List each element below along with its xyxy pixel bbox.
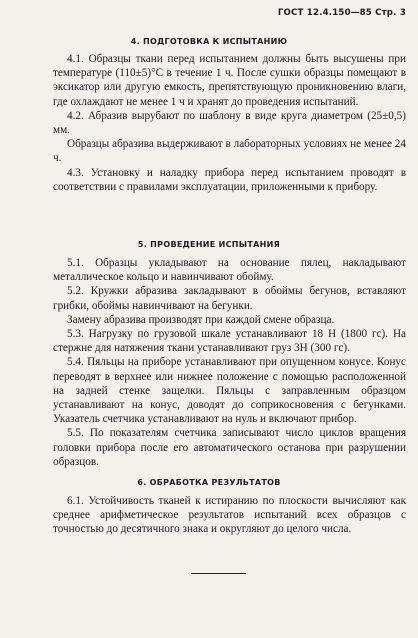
paragraph: 4.2. Абразив вырубают по шаблону в виде круга диаметром (25±0,5) мм. [53,109,406,137]
section-body-test-procedure [53,256,406,469]
section-heading-results: 6. ОБРАБОТКА РЕЗУЛЬТАТОВ [137,478,281,487]
paragraph: Образцы абразива выдерживают в лабораторных условиях не менее 24 ч. [53,138,406,165]
paragraph: Замену абразива производят при каждой смене образца. [67,313,335,326]
paragraph: 4.3. Установку и наладку прибора перед испытанием проводят в соответствии с правилами эксплуатации, приложенными к прибору. [53,166,406,193]
paragraph: 5.3. Нагрузку по грузовой шкале устанавливают 18 Н (1800 гс). На стержне для натяжения ткани устанавливают груз 3Н (300 гс). [53,328,406,355]
paragraph: 5.4. Пяльцы на приборе устанавливают при опущенном конусе. Конус переводят в верхнее или нижнее положение с помощью расположенной на задней стенке защелки. Пяльцы с заправленным образцом устанавливают на конус, доводят до соприкосновения с бегунками. Указатель счетчика устанавливают на нуль и включают прибор. [53,356,406,426]
section-body-preparation [53,52,406,194]
section-heading-preparation: 4. ПОДГОТОВКА К ИСПЫТАНИЮ [130,37,288,46]
page-header: ГОСТ 12.4.150—85 Стр. 3 [277,8,406,18]
paragraph: 4.1. Образцы ткани перед испытанием должны быть высушены при температуре (110±5)°С в течение 1 ч. После сушки образцы помещают в эксикатор или другую емкость, препятствующую проникновению влаги, где охлаждают не менее 1 ч и хранят до проведения испытаний. [53,53,406,108]
paragraph: 6.1. Устойчивость тканей к истиранию по плоскости вычисляют как среднее арифметическое результатов испытаний всех образцов с точностью до десятичного знака и округляют до целого числа. [53,495,406,536]
paragraph: 5.1. Образцы укладывают на основание пялец, накладывают металлическое кольцо и навинчивают обойму. [53,257,406,284]
section-heading-test-procedure: 5. ПРОВЕДЕНИЕ ИСПЫТАНИЯ [137,240,281,249]
end-rule [191,573,246,574]
section-body-results [53,494,406,537]
paragraph: 5.2. Кружки абразива закладывают в обоймы бегунов, вставляют грибки, обоймы навинчивают на бегунки. [53,285,406,312]
paragraph: 5.5. По показателям счетчика записывают число циклов вращения головки прибора после его автоматического останова при разрушении образцов. [53,427,406,468]
